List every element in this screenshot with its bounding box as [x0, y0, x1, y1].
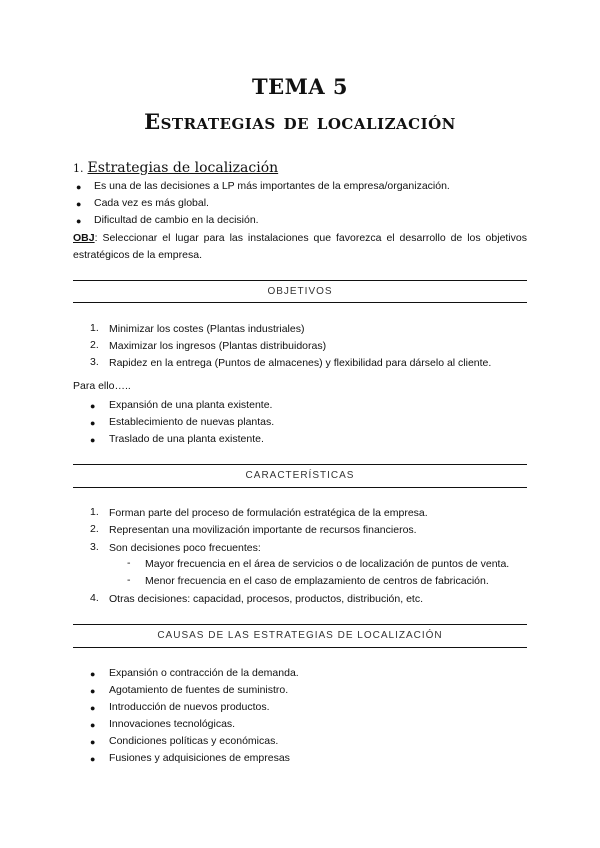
bullet-icon: ●: [90, 669, 96, 679]
divider: [73, 464, 527, 465]
divider: [73, 487, 527, 488]
list-item-text: Traslado de una planta existente.: [109, 433, 264, 445]
list-item-text: Representan una movilización importante de recursos financieros.: [109, 524, 417, 536]
bullet-icon: ●: [76, 182, 82, 192]
list-item-text: Agotamiento de fuentes de suministro.: [109, 684, 289, 696]
list-item-text: Dificultad de cambio en la decisión.: [94, 214, 259, 226]
divider: [73, 647, 527, 648]
list-item-text: Forman parte del proceso de formulación estratégica de la empresa.: [109, 507, 428, 519]
objective-paragraph: [73, 230, 527, 264]
list-item-text: Expansión de una planta existente.: [109, 399, 273, 411]
list-item-text: Fusiones y adquisiciones de empresas: [109, 752, 290, 764]
list-item-text: Minimizar los costes (Plantas industriales): [109, 323, 305, 335]
list-item-text: Expansión o contracción de la demanda.: [109, 667, 299, 679]
list-item-text: Rapidez en la entrega (Puntos de almacenes) y flexibilidad para dárselo al cliente.: [109, 357, 492, 369]
bullet-icon: ●: [90, 435, 96, 445]
list-item-text: Condiciones políticas y económicas.: [109, 735, 279, 747]
list-item-text: Establecimiento de nuevas plantas.: [109, 416, 275, 428]
bullet-icon: ●: [90, 686, 96, 696]
objective-label: OBJ: [73, 232, 95, 244]
list-item-text: Son decisiones poco frecuentes:: [109, 542, 261, 554]
list-item-text: Innovaciones tecnológicas.: [109, 718, 236, 730]
para-ello-text: Para ello…..: [73, 380, 131, 392]
list-item-text: Menor frecuencia en el caso de emplazamiento de centros de fabricación.: [145, 575, 489, 587]
list-item-text: Mayor frecuencia en el área de servicios o de localización de puntos de venta.: [145, 558, 510, 570]
bullet-icon: ●: [90, 401, 96, 411]
list-item-text: Es una de las decisiones a LP más importantes de la empresa/organización.: [94, 180, 450, 192]
objective-text: : Seleccionar el lugar para las instalaciones que favorezca el desarrollo de los objetivos estratégicos de la empresa.: [73, 232, 527, 261]
bullet-icon: ●: [90, 418, 96, 428]
page-subtitle: Estrategias de localización: [144, 109, 456, 134]
divider: [73, 280, 527, 281]
section-title: Estrategias de localización: [87, 160, 279, 176]
objetivos-heading: OBJETIVOS: [267, 286, 333, 297]
list-item-text: Maximizar los ingresos (Plantas distribuidoras): [109, 340, 327, 352]
list-item-text: Cada vez es más global.: [94, 197, 209, 209]
list-item-text: Introducción de nuevos productos.: [109, 701, 270, 713]
document-page: TEMA 5 Estrategias de localización 1. Estrategias de localización ● Es una de las decisiones a LP más importantes de la empresa/organización. ● Cada vez es más global. ● Dificultad de cambio en la decisión. OBJ: Seleccionar el lugar para las instalaciones que favorezca el desarrollo de los objetivos estratégicos de la empresa. OBJETIVOS 1. Minimizar los costes (Plantas industriales) 2. Maximizar los ingresos (Plantas distribuidoras) 3. Rapidez en la entrega (Puntos de almacenes) y flexibilidad para dárselo al cliente. Para ello….. ● Expansión de una planta existente. ● Establecimiento de nuevas plantas. ● Traslado de una planta existente. CARACTERÍSTICAS 1. Forman parte del proceso de formulación estratégica de la empresa. 2. Representan una movilización importante de recursos financieros. 3. Son decisiones poco frecuentes: - Mayor frecuencia en el área de servicios o de localización de puntos de venta. - Menor frecuencia en el caso de emplazamiento de centros de fabricación. 4. Otras decisiones: capacidad, procesos, productos, distribución, etc. CAUSAS DE LAS ESTRATEGIAS DE LOCALIZACIÓN ● Expansión o contracción de la demanda. ● Agotamiento de fuentes de suministro. ● Introducción de nuevos productos. ● Innovaciones tecnológicas. ● Condiciones políticas y económicas. ● Fusiones y adquisiciones de empresas: [0, 0, 600, 848]
bullet-icon: ●: [90, 737, 96, 747]
list-item-text: Otras decisiones: capacidad, procesos, productos, distribución, etc.: [109, 593, 423, 605]
bullet-icon: ●: [90, 703, 96, 713]
bullet-icon: ●: [90, 754, 96, 764]
bullet-icon: ●: [76, 216, 82, 226]
causas-heading: CAUSAS DE LAS ESTRATEGIAS DE LOCALIZACIÓN: [157, 630, 443, 641]
section-heading: [73, 160, 278, 176]
divider: [73, 624, 527, 625]
caracteristicas-heading: CARACTERÍSTICAS: [245, 470, 355, 481]
page-title: TEMA 5: [251, 74, 349, 99]
bullet-icon: ●: [76, 199, 82, 209]
bullet-icon: ●: [90, 720, 96, 730]
divider: [73, 302, 527, 303]
section-number: 1.: [73, 162, 84, 175]
